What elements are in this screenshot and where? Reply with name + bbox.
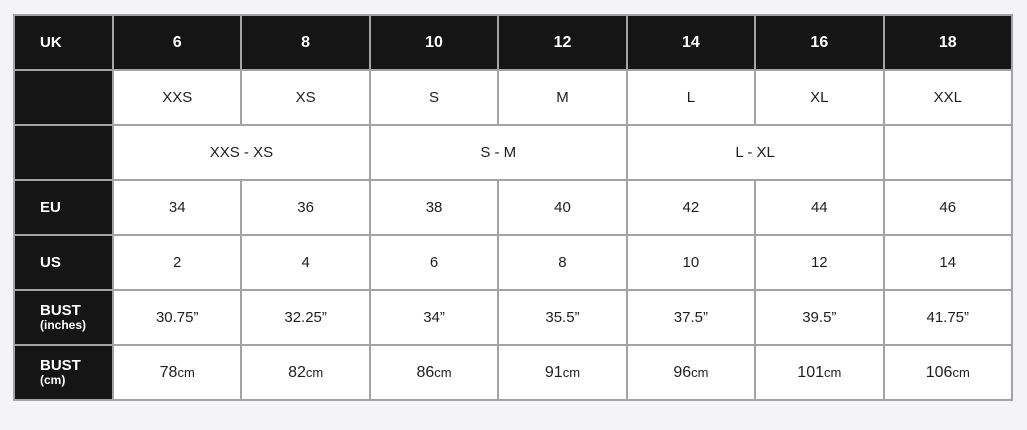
bust-cm-cell — [627, 345, 755, 400]
bust-inches-cell: 39.5” — [755, 290, 883, 345]
us-sizes-row — [14, 235, 1012, 290]
us-size-cell: 12 — [755, 235, 883, 290]
row-label-bust-cm — [14, 345, 113, 400]
bust-cm-cell — [113, 345, 241, 400]
intl-size-cell: XS — [241, 70, 369, 125]
bust-cm-row — [14, 345, 1012, 400]
uk-size-cell: 16 — [755, 15, 883, 70]
intl-size-cell: S — [370, 70, 498, 125]
row-label-us: US — [14, 235, 113, 290]
bust-cm-value: 91 — [544, 363, 563, 381]
us-size-cell: 4 — [241, 235, 369, 290]
bust-inches-cell: 35.5” — [498, 290, 626, 345]
uk-size-cell: 18 — [884, 15, 1012, 70]
eu-size-cell: 46 — [884, 180, 1012, 235]
size-chart-table — [13, 14, 1013, 401]
bust-inches-row — [14, 290, 1012, 345]
uk-size-cell: 10 — [370, 15, 498, 70]
eu-size-cell: 38 — [370, 180, 498, 235]
bust-cm-unit: cm — [952, 364, 970, 380]
us-size-cell: 2 — [113, 235, 241, 290]
bust-cm-value: 101 — [797, 363, 824, 381]
size-range-cell: S - M — [370, 125, 627, 180]
bust-label-main: BUST — [40, 356, 81, 374]
bust-inches-cell: 30.75” — [113, 290, 241, 345]
bust-cm-cell — [241, 345, 369, 400]
bust-inches-cell: 32.25” — [241, 290, 369, 345]
row-label-uk: UK — [14, 15, 113, 70]
size-range-cell: L - XL — [627, 125, 884, 180]
eu-size-cell: 40 — [498, 180, 626, 235]
us-size-cell: 8 — [498, 235, 626, 290]
intl-size-cell: XL — [755, 70, 883, 125]
bust-cm-unit: cm — [691, 364, 709, 380]
bust-cm-unit: cm — [824, 364, 842, 380]
bust-cm-cell — [755, 345, 883, 400]
bust-label-main: BUST — [40, 301, 81, 319]
bust-cm-value: 86 — [416, 363, 435, 381]
eu-size-cell: 36 — [241, 180, 369, 235]
intl-size-cell: XXL — [884, 70, 1012, 125]
size-range-cell: XXS - XS — [113, 125, 370, 180]
bust-cm-value: 82 — [288, 363, 306, 381]
bust-cm-cell — [370, 345, 498, 400]
bust-cm-value: 96 — [673, 363, 692, 381]
intl-size-cell: L — [627, 70, 755, 125]
uk-size-cell: 12 — [498, 15, 626, 70]
eu-size-cell: 34 — [113, 180, 241, 235]
intl-sizes-row — [14, 70, 1012, 125]
eu-sizes-row — [14, 180, 1012, 235]
bust-label-sub: (inches) — [40, 318, 87, 333]
eu-size-cell: 44 — [755, 180, 883, 235]
bust-cm-value: 106 — [925, 363, 953, 381]
bust-label-sub: (cm) — [40, 373, 66, 388]
bust-inches-cell: 37.5” — [627, 290, 755, 345]
bust-cm-unit: cm — [562, 364, 581, 380]
uk-size-cell: 8 — [241, 15, 369, 70]
bust-cm-unit: cm — [177, 364, 195, 380]
intl-size-cell: M — [498, 70, 626, 125]
uk-size-cell: 6 — [113, 15, 241, 70]
uk-size-cell: 14 — [627, 15, 755, 70]
eu-size-cell: 42 — [627, 180, 755, 235]
row-label-empty — [14, 125, 113, 180]
bust-cm-cell — [498, 345, 626, 400]
row-label-eu: EU — [14, 180, 113, 235]
size-ranges-row — [14, 125, 1012, 180]
us-size-cell: 14 — [884, 235, 1012, 290]
intl-size-cell: XXS — [113, 70, 241, 125]
bust-cm-value: 78 — [159, 363, 178, 381]
bust-cm-unit: cm — [434, 364, 452, 380]
row-label-bust-inches — [14, 290, 113, 345]
row-label-empty — [14, 70, 113, 125]
uk-sizes-row — [14, 15, 1012, 70]
bust-cm-unit: cm — [305, 364, 324, 380]
bust-inches-cell: 41.75” — [884, 290, 1012, 345]
bust-cm-cell — [884, 345, 1012, 400]
us-size-cell: 6 — [370, 235, 498, 290]
us-size-cell: 10 — [627, 235, 755, 290]
size-range-cell-empty — [884, 125, 1012, 180]
bust-inches-cell: 34” — [370, 290, 498, 345]
